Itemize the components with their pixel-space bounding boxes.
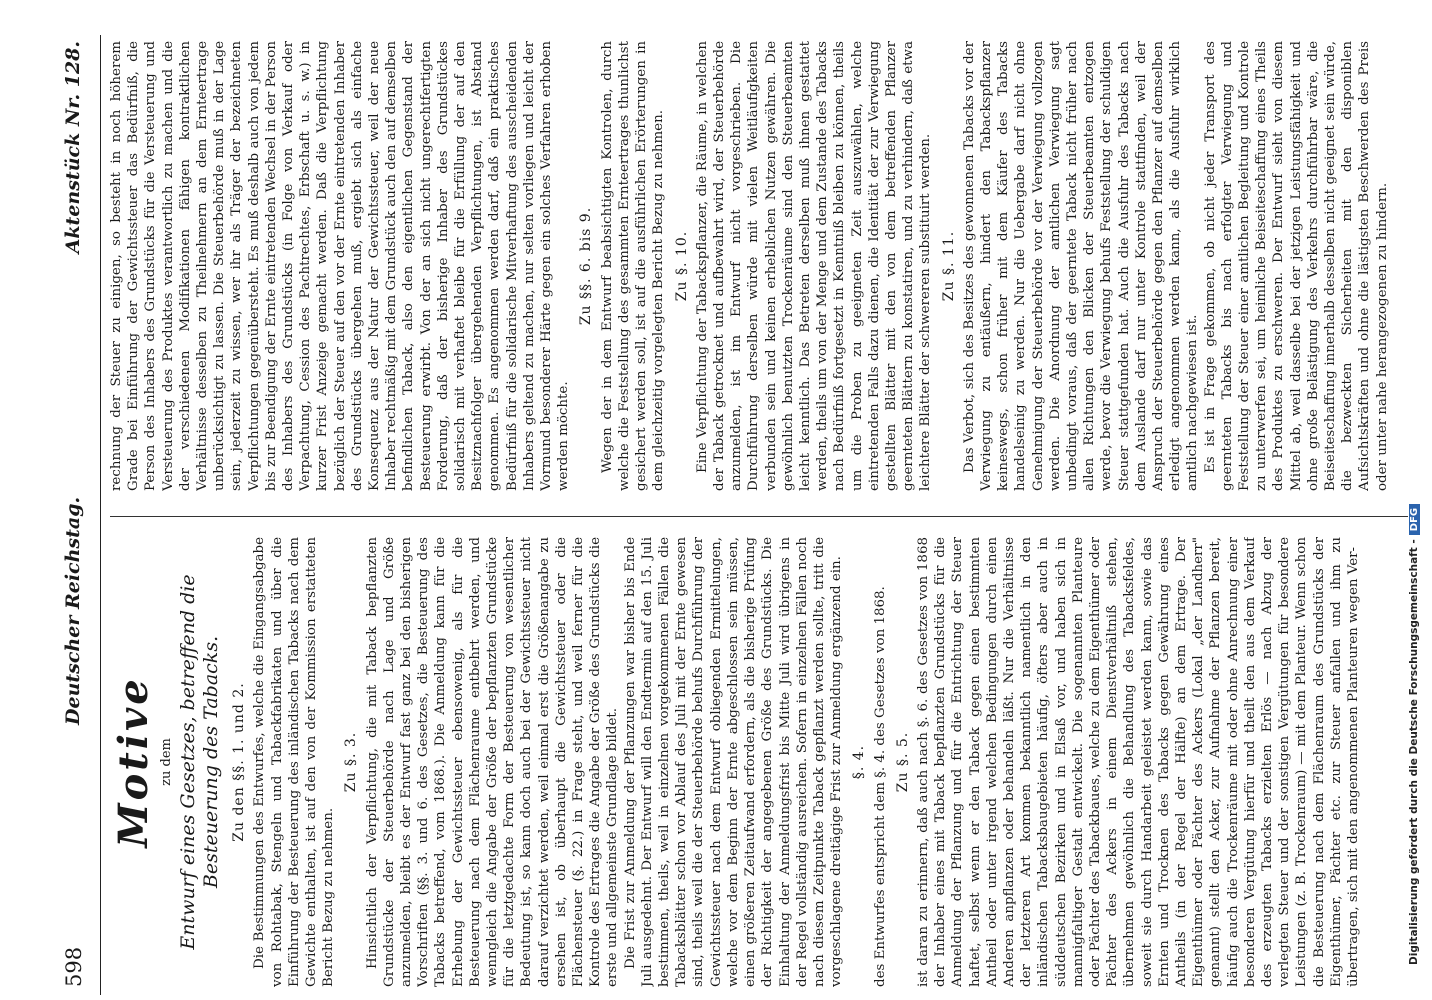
section-text: Das Verbot, sich des Besitzes des gewonnenen Tabacks vor der Verwiegung zu entäußern, hindert den Tabackspflanzer keineswegs, schon früher mit dem Käufer des Tabacks handelseinig zu werden. Nur die Uebergabe darf nicht ohne Genehmigung der Steuerbehörde vor der Verwiegung vollzogen werden. Die Anordnung der amtlichen Verwiegung sagt unbedingt voraus, daß der geerntete Taback nicht früher nach allen Richtungen den Blicken der Steuerbeamten entzogen werde, bevor die Verwiegung behufs Feststellung der schuldigen Steuer stattgefunden hat. Auch die Ausfuhr des Tabacks nach dem Auslande darf nur unter Kontrole stattfinden, weil der Anspruch der Steuerbehörde gegen den Pflanzer auf demselben erledigt angenommen werden kann, als die Ausfuhr wirklich amtlich nachgewiesen ist. — [961, 41, 1201, 491]
digitization-credit — [1408, 65, 1428, 965]
header-right-title: Aktenstück Nr. 128. — [62, 41, 84, 254]
rotated-page — [58, 35, 1418, 995]
section-text: Die Frist zur Anmeldung der Pflanzungen war bisher bis Ende Juli ausgedehnt. Der Entwurf will den Endtermin auf den 15. Juli bestimmen, theils, weil in einzelnen vorgekommenen Fällen die Tabacksblätter schon vor Ablauf des Juli mit der Ernte gewesen sind, theils weil die der Steuerbehörde behufs Durchführung der Gewichtssteuer nach dem Entwurf obliegenden Ermittelungen, welche vor dem Beginn der Ernte abgeschlossen sein müssen, einen größeren Zeitaufwand erfordern, als die bisherige Prüfung der Richtigkeit der angegebenen Größe des Grundstücks. Die Einhaltung der Anmeldungsfrist bis Mitte Juli wird übrigens in der Regel vollständig ausreichen. Sofern in einzelnen Fällen noch nach diesem Zeitpunkte Taback gepflanzt werden sollte, tritt die vorgeschlagene dreitägige Frist zur Anmeldung ergänzend ein. — [622, 537, 845, 987]
section-heading: Zu §. 11. — [940, 230, 957, 302]
section-heading: Zu §. 10. — [673, 230, 690, 302]
section-heading: §. 4. — [851, 744, 868, 780]
right-column — [108, 41, 1418, 491]
section-heading: Zu §. 5. — [894, 731, 911, 793]
section-text: Eine Verpflichtung der Tabackspflanzer, die Räume, in welchen der Taback getrocknet und aufbewahrt wird, der Steuerbehörde anzumelden, ist im Entwurf nicht vorgeschrieben. Die Durchführung derselben würde mit vielen Weitläufigkeiten verbunden sein und keinen erheblichen Nutzen gewähren. Die gewöhnlich benutzten Trockenräume sind den Steuerbeamten leicht kenntlich. Das Betreten derselben muß ihnen gestattet werden, theils um von der Menge und dem Zustande des Tabacks nach Bedürfniß fortgesetzt in Kenntniß bleiben zu können, theils um die Proben zu geeigneten Zeit auszuwählen, welche eintretenden Falls dazu dienen, die Identität der zur Verwiegung gestellten Blätter mit den von dem betreffenden Pflanzer geernteten Blättern zu konstatiren, und zu verhindern, daß etwa leichtere Blätter der schwereren substituirt werden. — [694, 41, 934, 491]
column-divider — [110, 516, 1408, 517]
section-text: des Entwurfes entspricht dem §. 4. des Gesetzes von 1868. — [872, 586, 888, 987]
document-subtitle: Entwurf eines Gesetzes, betreffend die Besteuerung des Tabacks. — [177, 574, 223, 950]
section-text: Hinsichtlich der Verpflichtung, die mit Taback bepflanzten Grundstücke der Steuerbehörde nach Lage und Größe anzumelden, bleibt es der Entwurf fast ganz bei den bisherigen Vorschriften (§§. 3. und 6. des Gesetzes, die Besteuerung des Tabacks betreffend, vom 1868.). Die Anmeldung kann für die Erhebung der Gewichtssteuer ebensowenig, als für die Besteuerung nach dem Flächenraume entbehrt werden, und wenngleich die Angabe der Größe der bepflanzten Grundstücke für die letztgedachte Form der Besteuerung von wesentlicher Bedeutung ist, so kann doch auch bei der Gewichtssteuer nicht darauf verzichtet werden, weil einmal erst die Größenangabe zu ersehen ist, ob überhaupt die Gewichtssteuer oder die Flächensteuer (§. 22.) in Frage steht, und weil ferner für die Kontrole des Ertrages die Angabe der Größe des Grundstücks die erste und allgemeinste Grundlage bildet. — [364, 537, 621, 987]
section-heading: Zu §§. 6. bis 9. — [578, 206, 595, 326]
section-text: rechnung der Steuer zu einigen, so besteht in noch höherem Grade bei Einführung der Gewichtssteuer das Bedürfniß, die Person des Inhabers des Grundstücks für die Versteuerung und Versteuerung des Produktes verantwortlich zu machen und die der verschiedenen Modifikationen fähigen kontraktlichen Verhältnisse desselben zu Theilnehmern an dem Ernteertrage unberücksichtigt zu lassen. Die Steuerbehörde muß in der Lage sein, jederzeit zu wissen, wer ihr als Träger der bezeichneten Verpflichtungen gegenübersteht. Es muß deshalb auch von jedem bis zur Beendigung der Ernte eintretenden Wechsel in der Person des Inhabers des Grundstücks (in Folge von Verkauf oder Verpachtung, Cession des Pachtrechtes, Erbschaft u. s. w.) in kurzer Frist Anzeige gemacht werden. Daß die Verpflichtung bezüglich der Steuer auf den vor der Ernte eintretenden Inhaber des Grundstücks übergehen muß, ergiebt sich als einfache Konsequenz aus der Natur der Gewichtssteuer, weil der neue Inhaber rechtmäßig mit dem Grundstück auch den auf demselben befindlichen Taback, also den eigentlichen Gegenstand der Besteuerung erwirbt. Von der an sich nicht ungerechtfertigten Forderung, daß der bisherige Inhaber des Grundstückes solidarisch mit verhaftet bleibe für die Erfüllung der auf den Besitznachfolger übergehenden Verpflichtungen, ist Abstand genommen. Es angenommen werden darf, daß ein praktisches Bedürfniß für die solidarische Mitverhaftung des ausscheidenden Inhabers geltend zu machen, nur selten vorliegen und leicht der Vormund besonderer Härte gegen ein solches Verfahren erhoben werden möchte. — [109, 41, 572, 491]
document-title: Motive — [110, 676, 157, 848]
left-column — [108, 537, 1418, 987]
section-heading: Zu §. 3. — [343, 731, 360, 793]
section-heading: Zu den §§. 1. und 2. — [231, 682, 248, 842]
section-text: Wegen der in dem Entwurf beabsichtigten Kontrolen, durch welche die Feststellung des gesammten Ernteertrages thunlichst gesichert werden soll, ist auf die ausführlichen Erörterungen in dem gleichzeitig vorgelegten Bericht Bezug zu nehmen. — [599, 41, 667, 491]
section-text: Die Bestimmungen des Entwurfes, welche die Eingangsabgabe von Rohtabak, Stengeln und Tabackfabrikaten und über die Einführung der Besteuerung des inländischen Tabacks nach dem Gewichte enthalten, ist auf den von der Kommission erstatteten Bericht Bezug zu nehmen. — [252, 537, 337, 987]
credit-text: Digitalisierung gefördert durch die Deutsche Forschungsgemeinschaft - — [1408, 539, 1420, 965]
page-header — [58, 35, 101, 995]
header-left-title: Deutscher Reichstag. — [62, 496, 84, 725]
section-text: ist daran zu erinnern, daß auch nach §. 6. des Gesetzes von 1868 der Inhaber eines mit Taback bepflanzten Grundstücks für die Anmeldung der Pflanzung und für die Entrichtung der Steuer haftet, selbst wenn er den Taback gegen einen bestimmten Antheil oder unter irgend welchen Bedingungen durch einen Anderen anpflanzen oder behandeln läßt. Nur die Verhältnisse der letzteren Art kommen bekanntlich namentlich in den inländischen Tabacksbaugebieten häufig, öfters aber auch in süddeutschen Bezirken und in Elsaß vor, und haben sich in mannigfaltiger Gestalt entwickelt. Die sogenannten Planteure oder Pächter des Tabackbaues, welche zu dem Eigenthümer oder Pächter des Ackers in einem Dienstverhältniß stehen, übernehmen gewöhnlich die Behandlung des Tabacksfeldes, soweit sie durch Handarbeit geleistet werden kann, sowie das Ernten und Trocknen des Tabacks gegen Gewährung eines Antheils (in der Regel der Hälfte) an dem Ertrage. Der Eigenthümer oder Pächter des Ackers (Lokal „der Landherr" genannt) stellt den Acker, zur Aufnahme der Pflanzen bereit, häufig auch die Trockenräume mit oder ohne Anrechnung einer besonderen Vergütung hierfür und theilt den aus dem Verkauf des erzeugten Tabacks erzielten Erlös — nach Abzug der verlegten Steuer und der sonstigen Vergütungen für besondere Leistungen (z. B. Trockenraum) — mit dem Planteur. Wenn schon die Besteuerung nach dem Flächenraum des Grundstücks der Eigenthümer, Pächter etc. zur Steuer anfallen und ihm zu übertragen, sich mit den angenommenen Planteuren wegen Ver- — [915, 537, 1361, 987]
section-text: Es ist in Frage gekommen, ob nicht jeder Transport des geernteten Tabacks bis nach erfolgter Verwiegung und Feststellung der Steuer einer amtlichen Begleitung und Kontrole zu unterwerfen sei, um heimliche Beiseiteschaffung eines Theils des Produktes zu erschweren. Der Entwurf sieht von diesem Mittel ab, weil dasselbe bei der jetzigen Leistungsfähigkeit und ohne große Belästigung des Verkehrs durchführbar wäre, die Beiseiteschaffung innerhalb desselben nicht geeignet sein würde, die bezweckten Sicherheiten mit den disponiblen Aufsichtskräften und ohne die lästigsten Beschwerden des Preis oder unter nahe herangezogenen zu hindern. — [1202, 41, 1390, 491]
title-connector: zu dem — [159, 738, 174, 786]
page-number: 598 — [62, 946, 86, 987]
dfg-logo: DFG — [1409, 504, 1420, 535]
